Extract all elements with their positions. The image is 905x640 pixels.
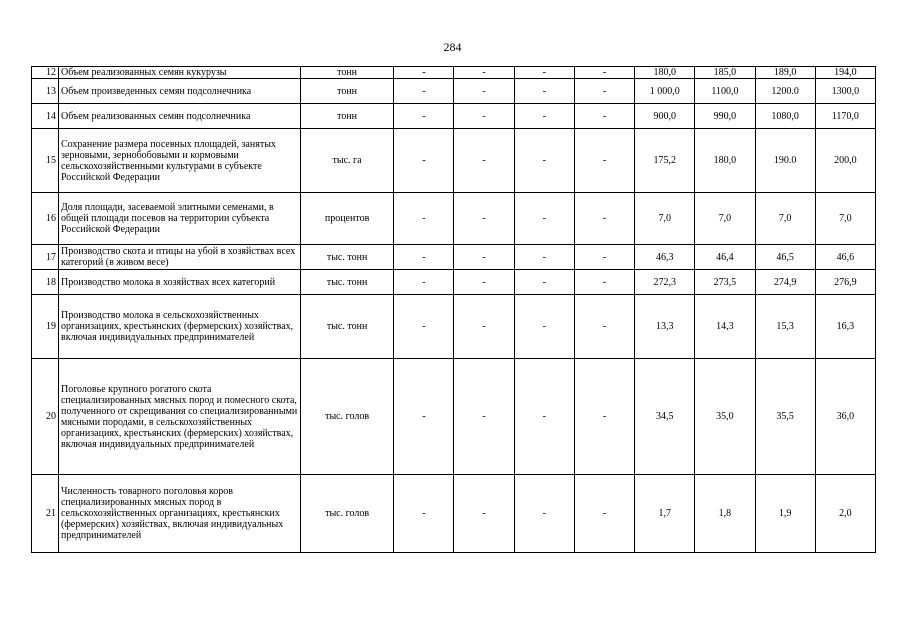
indicator-name: Производство скота и птицы на убой в хозяйствах всех категорий (в живом весе) [58,245,300,270]
value-cell: 1,8 [695,475,755,553]
value-cell: - [394,193,454,245]
unit-cell: тыс. голов [300,475,393,553]
value-cell: 16,3 [815,295,875,359]
value-cell: 185,0 [695,67,755,79]
row-number: 19 [32,295,59,359]
row-number: 16 [32,193,59,245]
value-cell: - [574,270,634,295]
value-cell: 1300,0 [815,79,875,104]
value-cell: 34,5 [635,359,695,475]
indicator-name: Производство молока в сельскохозяйственных организациях, крестьянских (фермерских) хозяйствах, включая индивидуальных предпринимателей [58,295,300,359]
row-number: 14 [32,104,59,129]
row-number: 15 [32,129,59,193]
value-cell: 7,0 [755,193,815,245]
unit-cell: тонн [300,104,393,129]
value-cell: - [454,104,514,129]
indicator-name: Объем реализованных семян кукурузы [58,67,300,79]
indicator-name: Численность товарного поголовья коров специализированных мясных пород в сельскохозяйственных организациях, крестьянских (фермерских) хозяйствах, включая индивидуальных предпринимателей [58,475,300,553]
value-cell: - [514,193,574,245]
table-row [32,295,876,359]
indicator-name: Поголовье крупного рогатого скота специализированных мясных пород и помесного скота, полученного от скрещивания со специализированными мясными породами, в сельскохозяйственных организациях, крестьянских (фермерских) хозяйствах, включая индивидуальных предпринимателей [58,359,300,475]
value-cell: - [394,104,454,129]
unit-cell: тыс. тонн [300,245,393,270]
value-cell: - [514,67,574,79]
value-cell: 1100,0 [695,79,755,104]
value-cell: - [394,270,454,295]
value-cell: 46,6 [815,245,875,270]
value-cell: 7,0 [695,193,755,245]
indicator-name: Производство молока в хозяйствах всех категорий [58,270,300,295]
table-row [32,129,876,193]
row-number: 18 [32,270,59,295]
table-row [32,67,876,79]
unit-cell: тыс. тонн [300,270,393,295]
value-cell: - [514,245,574,270]
indicators-table [31,66,876,553]
value-cell: 15,3 [755,295,815,359]
row-number: 12 [32,67,59,79]
value-cell: - [574,67,634,79]
value-cell: - [514,104,574,129]
table-row [32,245,876,270]
value-cell: - [514,129,574,193]
value-cell: - [514,359,574,475]
value-cell: - [574,245,634,270]
row-number: 21 [32,475,59,553]
value-cell: - [454,79,514,104]
value-cell: - [574,193,634,245]
unit-cell: тыс. тонн [300,295,393,359]
indicator-name: Сохранение размера посевных площадей, занятых зерновыми, зернобобовыми и кормовыми сельскохозяйственными культурами в субъекте Российской Федерации [58,129,300,193]
value-cell: 36,0 [815,359,875,475]
unit-cell: тыс. га [300,129,393,193]
value-cell: 46,4 [695,245,755,270]
page-number: 284 [443,40,462,54]
unit-cell: процентов [300,193,393,245]
value-cell: - [514,270,574,295]
value-cell: 274,9 [755,270,815,295]
row-number: 13 [32,79,59,104]
value-cell: - [574,475,634,553]
value-cell: - [514,475,574,553]
value-cell: - [454,475,514,553]
value-cell: - [454,359,514,475]
table-row [32,359,876,475]
value-cell: 180,0 [635,67,695,79]
table-body [32,67,876,553]
table-row [32,79,876,104]
value-cell: 7,0 [635,193,695,245]
table-row [32,104,876,129]
indicator-name: Доля площади, засеваемой элитными семенами, в общей площади посевов на территории субъекта Российской Федерации [58,193,300,245]
value-cell: 2,0 [815,475,875,553]
indicator-name: Объем реализованных семян подсолнечника [58,104,300,129]
value-cell: 1080,0 [755,104,815,129]
value-cell: - [454,295,514,359]
value-cell: 1170,0 [815,104,875,129]
value-cell: - [454,67,514,79]
value-cell: 273,5 [695,270,755,295]
value-cell: - [394,475,454,553]
value-cell: - [394,67,454,79]
value-cell: 180,0 [695,129,755,193]
value-cell: 1,9 [755,475,815,553]
value-cell: - [454,129,514,193]
value-cell: 35,0 [695,359,755,475]
value-cell: - [394,295,454,359]
value-cell: - [394,359,454,475]
value-cell: 272,3 [635,270,695,295]
value-cell: 990,0 [695,104,755,129]
table-row [32,475,876,553]
value-cell: - [574,359,634,475]
value-cell: 46,5 [755,245,815,270]
value-cell: 14,3 [695,295,755,359]
value-cell: - [394,79,454,104]
value-cell: - [454,245,514,270]
value-cell: - [574,79,634,104]
table-row [32,270,876,295]
value-cell: - [574,295,634,359]
value-cell: - [574,104,634,129]
value-cell: 1,7 [635,475,695,553]
table-row [32,193,876,245]
value-cell: - [394,129,454,193]
value-cell: 7,0 [815,193,875,245]
value-cell: - [454,193,514,245]
value-cell: 1200.0 [755,79,815,104]
value-cell: - [514,79,574,104]
unit-cell: тонн [300,67,393,79]
value-cell: 200,0 [815,129,875,193]
value-cell: 1 000,0 [635,79,695,104]
value-cell: - [454,270,514,295]
value-cell: - [514,295,574,359]
row-number: 20 [32,359,59,475]
value-cell: 190.0 [755,129,815,193]
unit-cell: тонн [300,79,393,104]
value-cell: 189,0 [755,67,815,79]
value-cell: 35,5 [755,359,815,475]
value-cell: 194,0 [815,67,875,79]
value-cell: 175,2 [635,129,695,193]
value-cell: - [574,129,634,193]
value-cell: - [394,245,454,270]
indicator-name: Объем произведенных семян подсолнечника [58,79,300,104]
value-cell: 276,9 [815,270,875,295]
value-cell: 46,3 [635,245,695,270]
value-cell: 13,3 [635,295,695,359]
unit-cell: тыс. голов [300,359,393,475]
value-cell: 900,0 [635,104,695,129]
row-number: 17 [32,245,59,270]
